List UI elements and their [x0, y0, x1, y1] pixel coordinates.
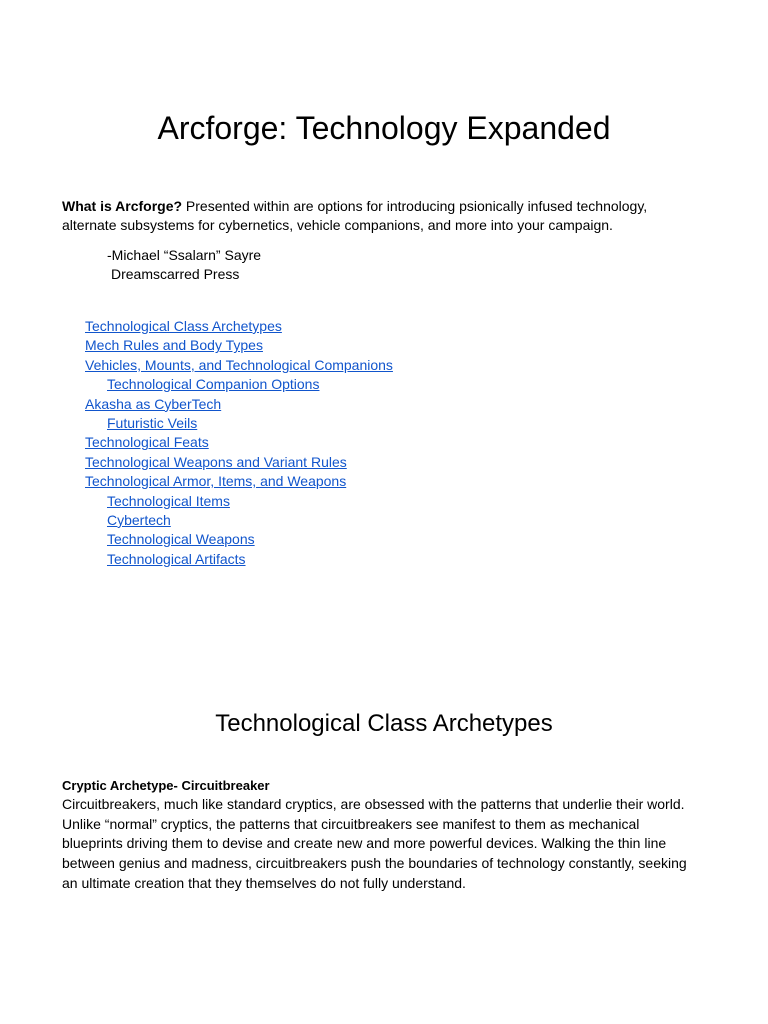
- toc-link-mech-rules[interactable]: Mech Rules and Body Types: [85, 337, 263, 354]
- toc-link-technological-artifacts[interactable]: Technological Artifacts: [107, 550, 246, 567]
- toc-item: [85, 356, 393, 375]
- toc-item: [85, 433, 393, 452]
- toc-link-futuristic-veils[interactable]: Futuristic Veils: [107, 414, 198, 431]
- toc-item: [85, 511, 393, 530]
- toc-link-technological-feats[interactable]: Technological Feats: [85, 434, 209, 451]
- toc-link-vehicles-mounts-companions[interactable]: Vehicles, Mounts, and Technological Companions: [85, 356, 393, 373]
- toc-item: [85, 550, 393, 569]
- section-subheading: Cryptic Archetype- Circuitbreaker: [62, 778, 270, 793]
- intro-text: Presented within are options for introducing psionically infused technology, alternate subsystems for cybernetics, vehicle companions, and more into your campaign.: [62, 198, 648, 233]
- toc-link-weapons-variant-rules[interactable]: Technological Weapons and Variant Rules: [85, 453, 347, 470]
- toc-item: [85, 492, 393, 511]
- toc-item: [85, 453, 393, 472]
- toc-item: [85, 414, 393, 433]
- toc-item: [85, 317, 393, 336]
- toc-link-companion-options[interactable]: Technological Companion Options: [107, 376, 320, 393]
- toc-item: [85, 336, 393, 355]
- toc-link-technological-weapons[interactable]: Technological Weapons: [107, 531, 255, 548]
- toc-link-technological-class-archetypes[interactable]: Technological Class Archetypes: [85, 318, 282, 334]
- toc-link-cybertech[interactable]: Cybertech: [107, 511, 171, 528]
- intro-lead: What is Arcforge?: [62, 198, 183, 214]
- signature-block: [107, 246, 261, 283]
- signature-publisher: Dreamscarred Press: [111, 265, 240, 282]
- toc-item: [85, 375, 393, 394]
- toc-item: [85, 395, 393, 414]
- toc-link-armor-items-weapons[interactable]: Technological Armor, Items, and Weapons: [85, 473, 347, 490]
- signature-author: -Michael “Ssalarn” Sayre: [107, 247, 262, 263]
- intro-paragraph: [62, 197, 702, 234]
- toc-link-akasha-cybertech[interactable]: Akasha as CyberTech: [85, 395, 222, 412]
- table-of-contents: [85, 317, 393, 569]
- document-title: Arcforge: Technology Expanded: [157, 110, 611, 146]
- toc-link-technological-items[interactable]: Technological Items: [107, 492, 230, 509]
- section-title: Technological Class Archetypes: [215, 710, 553, 737]
- toc-item: [85, 472, 393, 491]
- toc-item: [85, 530, 393, 549]
- section-body: Circuitbreakers, much like standard cryptics, are obsessed with the patterns that underlie their world. Unlike “normal” cryptics, the patterns that circuitbreakers see manifest to them as mechanical blueprints driving them to devise and create new and more powerful devices. Walking the thin line between genius and madness, circuitbreakers push the boundaries of technology constantly, seeking an ultimate creation that they themselves do not fully understand.: [62, 796, 687, 891]
